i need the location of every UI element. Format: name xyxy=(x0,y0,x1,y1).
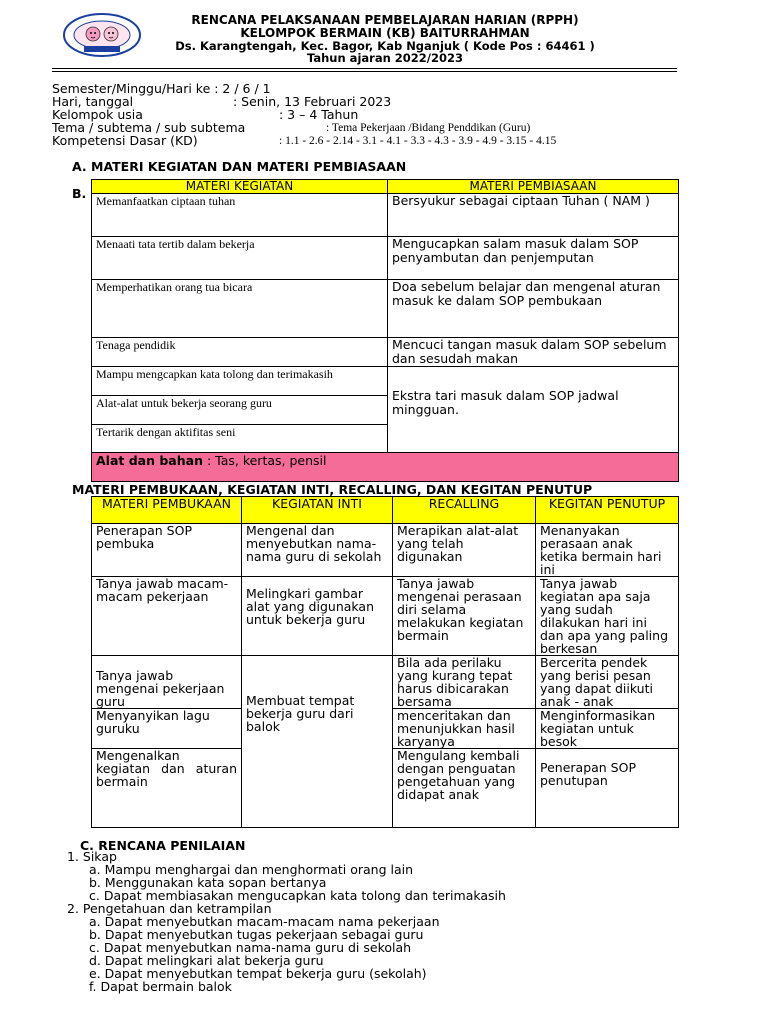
recalling-cell: Merapikan alat-alat yang telah digunakan xyxy=(393,524,536,577)
kegiatan-cell: Tertarik dengan aktifitas seni xyxy=(92,425,388,453)
penutup-header: KEGITAN PENUTUP xyxy=(536,497,679,524)
inti-cell: Membuat tempat bekerja guru dari balok xyxy=(242,656,393,828)
recalling-header: RECALLING xyxy=(393,497,536,524)
school-name: KELOMPOK BERMAIN (KB) BAITURRAHMAN xyxy=(240,26,530,40)
sikap-item: a. Mampu menghargai dan menghormati orang lain xyxy=(89,862,414,877)
pembukaan-cell: Penerapan SOP pembuka xyxy=(92,524,242,577)
materi-pembiasaan-header: MATERI PEMBIASAAN xyxy=(388,180,679,194)
pembukaan-header: MATERI PEMBUKAAN xyxy=(92,497,242,524)
materi-table xyxy=(91,179,679,482)
alat-bahan-value: : Tas, kertas, pensil xyxy=(202,453,327,468)
hari-label: Hari, tanggal xyxy=(52,94,134,109)
section-b-label: B. xyxy=(72,186,87,201)
pembiasaan-cell: Mencuci tangan masuk dalam SOP sebelum dan sesudah makan xyxy=(388,338,679,367)
section-c-heading: C. RENCANA PENILAIAN xyxy=(80,838,246,853)
materi-kegiatan-header: MATERI KEGIATAN xyxy=(92,180,388,194)
inti-cell: Mengenal dan menyebutkan nama-nama guru di sekolah xyxy=(242,524,393,577)
kegiatan-cell: Memanfaatkan ciptaan tuhan xyxy=(92,194,388,237)
inti-cell: Melingkari gambar alat yang digunakan untuk bekerja guru xyxy=(242,577,393,656)
penutup-cell: Menginformasikan kegiatan untuk besok xyxy=(536,709,679,749)
pembukaan-cell: Mengenalkan kegiatan dan aturan bermain xyxy=(92,749,242,828)
pengetahuan-item: d. Dapat melingkari alat bekerja guru xyxy=(89,953,324,968)
school-year: Tahun ajaran 2022/2023 xyxy=(307,51,463,65)
kd-label: Kompetensi Dasar (KD) xyxy=(52,133,198,148)
kegiatan-cell: Memperhatikan orang tua bicara xyxy=(92,280,388,338)
sikap-title: 1. Sikap xyxy=(67,849,117,864)
penutup-cell: Penerapan SOP penutupan xyxy=(536,749,679,828)
pembiasaan-cell: Bersyukur sebagai ciptaan Tuhan ( NAM ) xyxy=(388,194,679,237)
header-divider-2 xyxy=(52,71,677,72)
pengetahuan-item: b. Dapat menyebutkan tugas pekerjaan sebagai guru xyxy=(89,927,424,942)
pengetahuan-item: a. Dapat menyebutkan macam-macam nama pekerjaan xyxy=(89,914,440,929)
pembukaan-cell: Menyanyikan lagu guruku xyxy=(92,709,242,749)
school-address: Ds. Karangtengah, Kec. Bagor, Kab Nganjuk ( Kode Pos : 64461 ) xyxy=(175,39,595,53)
sikap-item: c. Dapat membiasakan mengucapkan kata tolong dan terimakasih xyxy=(89,888,506,903)
recalling-cell: Tanya jawab mengenai perasaan diri selama melakukan kegiatan bermain xyxy=(393,577,536,656)
penutup-cell: Bercerita pendek yang berisi pesan yang dapat diikuti anak - anak xyxy=(536,656,679,709)
kegiatan-cell: Menaati tata tertib dalam bekerja xyxy=(92,237,388,280)
alat-bahan-label: Alat dan bahan xyxy=(96,453,203,468)
kegiatan-cell: Alat-alat untuk bekerja seorang guru xyxy=(92,396,388,425)
recalling-cell: Mengulang kembali dengan penguatan pengetahuan yang didapat anak xyxy=(393,749,536,828)
inti-header: KEGIATAN INTI xyxy=(242,497,393,524)
recalling-cell: menceritakan dan menunjukkan hasil karyanya xyxy=(393,709,536,749)
section-a-heading: A. MATERI KEGIATAN DAN MATERI PEMBIASAAN xyxy=(72,159,407,174)
pengetahuan-item: c. Dapat menyebutkan nama-nama guru di sekolah xyxy=(89,940,412,955)
pembiasaan-cell: Doa sebelum belajar dan mengenal aturan masuk ke dalam SOP pembukaan xyxy=(388,280,679,338)
tema-value: : Tema Pekerjaan /Bidang Penddikan (Guru) xyxy=(326,122,531,134)
pengetahuan-item: f. Dapat bermain balok xyxy=(89,979,232,994)
pengetahuan-item: e. Dapat menyebutkan tempat bekerja guru (sekolah) xyxy=(89,966,427,981)
kegiatan-cell: Tenaga pendidik xyxy=(92,338,388,367)
kelompok-value: : 3 – 4 Tahun xyxy=(279,107,359,122)
sikap-item: b. Menggunakan kata sopan bertanya xyxy=(89,875,327,890)
penutup-cell: Menanyakan perasaan anak ketika bermain hari ini xyxy=(536,524,679,577)
kd-value: : 1.1 - 2.6 - 2.14 - 3.1 - 4.1 - 3.3 - 4.3 - 3.9 - 4.9 - 3.15 - 4.15 xyxy=(279,135,557,147)
recalling-cell: Bila ada perilaku yang kurang tepat harus dibicarakan bersama xyxy=(393,656,536,709)
hari-value: : Senin, 13 Februari 2023 xyxy=(233,94,392,109)
header-divider xyxy=(52,68,677,69)
alat-bahan-row xyxy=(92,453,679,482)
pembukaan-cell: Tanya jawab macam-macam pekerjaan xyxy=(92,577,242,656)
kelompok-label: Kelompok usia xyxy=(52,107,143,122)
pembiasaan-cell: Mengucapkan salam masuk dalam SOP penyambutan dan penjemputan xyxy=(388,237,679,280)
kegiatan-table xyxy=(91,496,679,828)
semester-info: Semester/Minggu/Hari ke : 2 / 6 / 1 xyxy=(52,81,271,96)
kegiatan-cell: Mampu mengcapkan kata tolong dan terimakasih xyxy=(92,367,388,396)
doc-title: RENCANA PELAKSANAAN PEMBELAJARAN HARIAN (RPPH) xyxy=(191,13,579,27)
pengetahuan-title: 2. Pengetahuan dan ketrampilan xyxy=(67,901,272,916)
pembiasaan-cell: Ekstra tari masuk dalam SOP jadwal mingguan. xyxy=(388,367,679,453)
school-logo xyxy=(62,12,142,58)
section-materi-heading: MATERI PEMBUKAAN, KEGIATAN INTI, RECALLING, DAN KEGITAN PENUTUP xyxy=(72,482,593,497)
pembukaan-cell: Tanya jawab mengenai pekerjaan guru xyxy=(92,656,242,709)
tema-label: Tema / subtema / sub subtema xyxy=(52,120,246,135)
penutup-cell: Tanya jawab kegiatan apa saja yang sudah dilakukan hari ini dan apa yang paling berkesan xyxy=(536,577,679,656)
